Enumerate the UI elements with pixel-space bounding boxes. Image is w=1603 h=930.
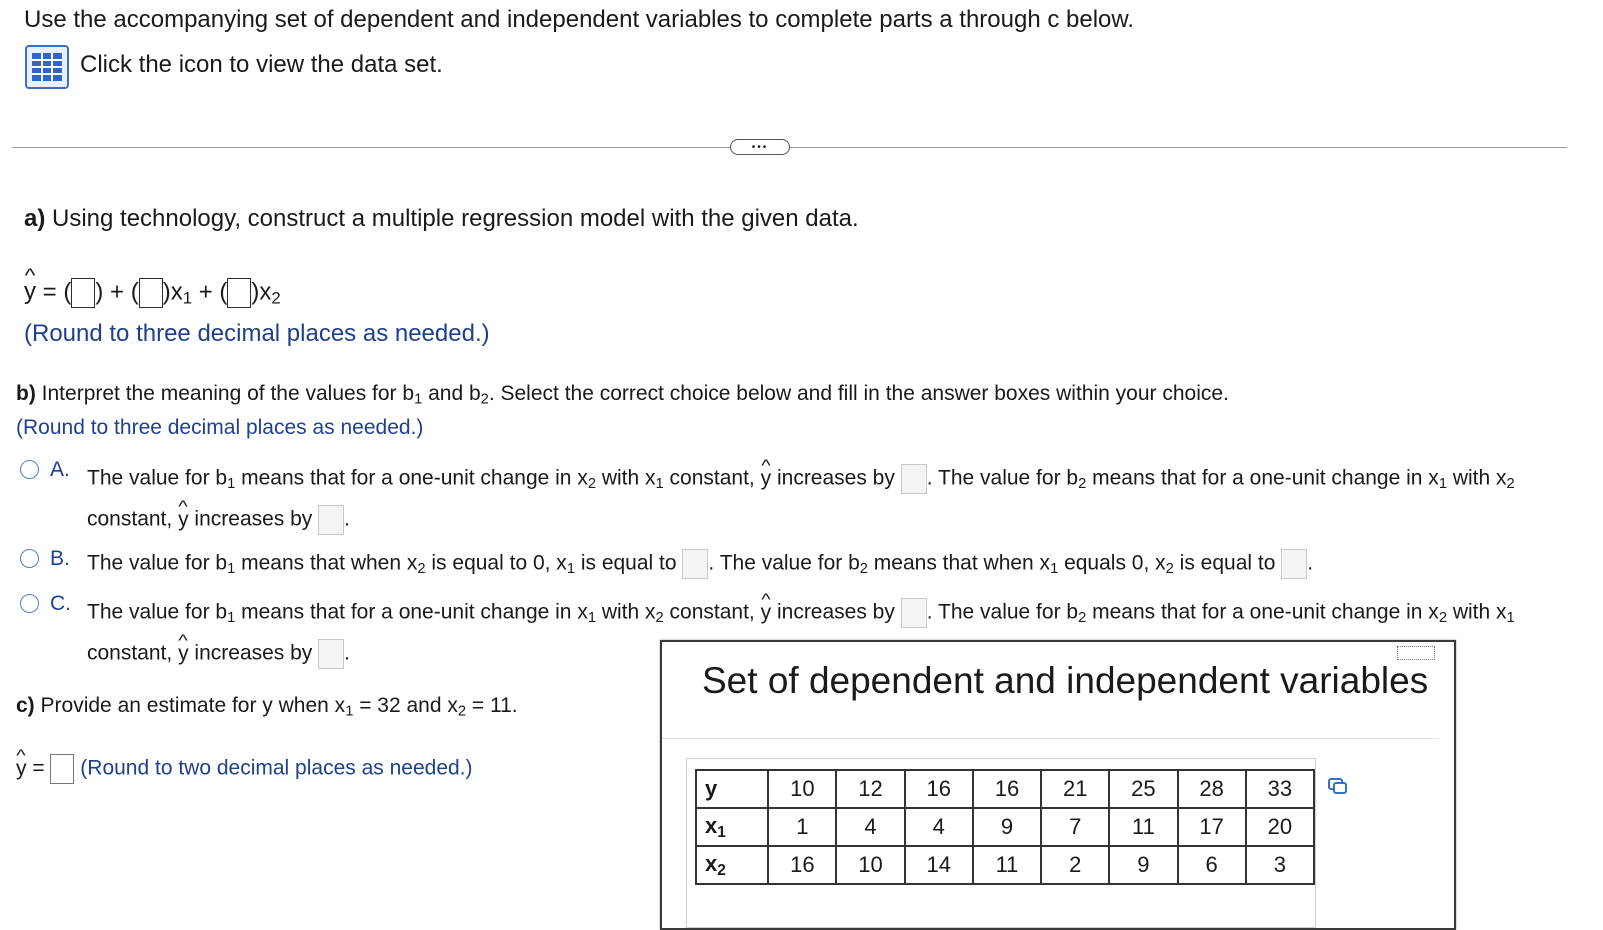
x1-subscript: 1 — [182, 288, 193, 308]
option-c-b1-input[interactable] — [901, 598, 927, 628]
option-text: increases by — [194, 507, 313, 531]
option-b-letter: B. — [50, 547, 70, 570]
part-b-text: Interpret the meaning of the values for b — [41, 382, 415, 405]
option-b-b2-input[interactable] — [1281, 549, 1307, 579]
option-text: The value for b — [87, 600, 228, 624]
option-text: is equal to — [580, 551, 677, 575]
b1-coefficient-input[interactable] — [139, 278, 163, 308]
y-hat: ^ y — [178, 508, 189, 532]
option-b-b1-input[interactable] — [682, 549, 708, 579]
option-text: . — [344, 641, 350, 665]
x2-variable: x — [259, 278, 272, 306]
part-c-prompt: c) Provide an estimate for y when $x_1 = 32$ and $x_2 = 11$. — [16, 694, 518, 720]
table-cell: 33 — [1246, 770, 1314, 808]
icon-prompt-text: Click the icon to view the data set. — [80, 51, 443, 78]
part-b-round-note: (Round to three decimal places as needed.) — [16, 416, 424, 439]
option-a-b2-input[interactable] — [318, 505, 344, 535]
row-label: $x_1$ — [696, 808, 768, 846]
option-b-radio[interactable] — [20, 549, 39, 568]
option-text: is equal to 0, x — [431, 551, 567, 575]
option-text: with x — [1452, 600, 1507, 624]
option-c-letter: C. — [50, 592, 71, 615]
copy-icon[interactable] — [1328, 777, 1348, 795]
option-text: increases by — [776, 600, 895, 624]
table-cell: 21 — [1041, 770, 1109, 808]
table-cell: 1 — [768, 808, 836, 846]
option-b-line1: The value for $b_1$ means that when $x_2$ is equal to 0, $x_1$ is equal to . The value for $b_2$ means that when $x_1$ equals 0, $x_2$ is equal to . — [87, 549, 1313, 579]
option-text: . — [1307, 551, 1314, 575]
table-cell: 16 — [905, 770, 973, 808]
option-text: . — [344, 507, 350, 531]
part-c-text: = 32 and x — [359, 694, 458, 717]
table-cell: 9 — [973, 808, 1041, 846]
expand-divider-button[interactable]: ••• — [730, 139, 790, 155]
y-hat: ^ y — [16, 757, 27, 781]
x1-variable: x — [170, 278, 183, 306]
equals-sign: = — [42, 278, 57, 306]
part-a-round-note: (Round to three decimal places as needed.) — [24, 320, 490, 347]
intercept-input[interactable] — [71, 278, 95, 308]
option-text: The value for b — [87, 466, 228, 490]
popup-title: Set of dependent and independent variables — [702, 660, 1429, 701]
instruction-text: Use the accompanying set of dependent and independent variables to complete parts a through c below. — [24, 6, 1135, 33]
plus-sign: + — [110, 278, 125, 306]
table-cell: 20 — [1246, 808, 1314, 846]
option-text: means that for a one-unit change in x — [1092, 600, 1439, 624]
part-b-text: and b — [428, 382, 481, 405]
regression-equation: ^ y = ( ) + ( )$x_1$ + ( )$x_2$ — [24, 278, 281, 309]
table-cell: 4 — [836, 808, 904, 846]
plus-sign: + — [198, 278, 213, 306]
x2-subscript: 2 — [271, 288, 281, 308]
row-label: y — [696, 770, 768, 808]
table-row — [696, 846, 1314, 884]
option-text: equals 0, x — [1064, 551, 1166, 575]
popup-resize-handle[interactable] — [1397, 646, 1435, 660]
table-cell: 2 — [1041, 846, 1109, 884]
option-c-b2-input[interactable] — [318, 639, 344, 669]
part-a-label: a) — [24, 205, 46, 232]
table-cell: 7 — [1041, 808, 1109, 846]
data-table — [695, 769, 1315, 885]
table-cell: 14 — [905, 846, 973, 884]
table-row — [696, 808, 1314, 846]
table-cell: 11 — [973, 846, 1041, 884]
option-text: . The value for b — [926, 600, 1079, 624]
option-text: with x — [601, 600, 656, 624]
option-text: constant, — [87, 641, 173, 665]
table-cell: 6 — [1178, 846, 1246, 884]
table-cell: 16 — [768, 846, 836, 884]
row-label-subscript: 2 — [717, 861, 726, 879]
part-b-text: . Select the correct choice below and fill in the answer boxes within your choice. — [488, 382, 1229, 405]
option-text: means that for a one-unit change in x — [1092, 466, 1439, 490]
option-text: . The value for b — [926, 466, 1079, 490]
table-cell: 4 — [905, 808, 973, 846]
b2-subscript: 2 — [480, 391, 489, 408]
y-hat: ^ y — [761, 601, 772, 625]
data-table-frame — [686, 758, 1316, 928]
part-c-answer-row: ^ y = (Round to two decimal places as needed.) — [16, 754, 473, 784]
option-a-letter: A. — [50, 458, 70, 481]
part-c-label: c) — [16, 694, 35, 717]
option-text: constant, — [87, 507, 173, 531]
option-c-line2 — [87, 639, 350, 669]
part-a-text: Using technology, construct a multiple regression model with the given data. — [52, 205, 859, 232]
option-a-line2 — [87, 505, 350, 535]
table-cell: 12 — [836, 770, 904, 808]
option-text: means that when x — [873, 551, 1051, 575]
table-cell: 9 — [1109, 846, 1177, 884]
option-text: with x — [1452, 466, 1507, 490]
table-cell: 28 — [1178, 770, 1246, 808]
option-text: with x — [601, 466, 656, 490]
option-a-radio[interactable] — [20, 460, 39, 479]
data-set-popup[interactable] — [660, 640, 1456, 930]
table-cell: 17 — [1178, 808, 1246, 846]
option-text: means that for a one-unit change in x — [241, 600, 588, 624]
option-text: means that for a one-unit change in x — [241, 466, 588, 490]
option-text: constant, — [669, 600, 755, 624]
table-cell: 3 — [1246, 846, 1314, 884]
table-grid-icon[interactable] — [25, 45, 69, 89]
row-label-subscript: 1 — [717, 823, 726, 841]
table-cell: 16 — [973, 770, 1041, 808]
part-c-round-note: (Round to two decimal places as needed.) — [80, 756, 473, 780]
option-a-b1-input[interactable] — [901, 464, 927, 494]
table-cell: 11 — [1109, 808, 1177, 846]
option-c-line1: The value for $b_1$ means that for a one-unit change in $x_1$ with $x_2$ constant, ^ y increases by . The value for $b_2$ means that for a one-unit change in $x_2$ with $x_1$ — [87, 598, 1515, 628]
option-text: The value for b — [87, 551, 228, 575]
part-c-text: Provide an estimate for y when x — [40, 694, 346, 717]
table-cell: 25 — [1109, 770, 1177, 808]
table-cell: 10 — [836, 846, 904, 884]
part-b-label: b) — [16, 382, 36, 405]
table-row — [696, 770, 1314, 808]
part-c-text: = 11. — [471, 694, 518, 717]
option-text: is equal to — [1179, 551, 1276, 575]
popup-title-divider — [662, 738, 1438, 739]
option-text: constant, — [669, 466, 755, 490]
y-hat: ^ y — [24, 278, 36, 306]
option-a-line1: The value for $b_1$ means that for a one-unit change in $x_2$ with $x_1$ constant, ^ y increases by . The value for $b_2$ means that for a one-unit change in $x_1$ with $x_2$ — [87, 464, 1515, 494]
option-text: . The value for b — [708, 551, 860, 575]
part-a-prompt — [24, 205, 859, 233]
b1-subscript: 1 — [414, 391, 423, 408]
y-hat: ^ y — [178, 642, 189, 666]
b2-coefficient-input[interactable] — [227, 278, 251, 308]
part-b-prompt — [16, 382, 1229, 408]
y-hat: ^ y — [761, 467, 772, 491]
option-c-radio[interactable] — [20, 594, 39, 613]
option-text: means that when x — [241, 551, 418, 575]
option-text: increases by — [776, 466, 895, 490]
y-estimate-input[interactable] — [50, 754, 74, 784]
row-label: $x_2$ — [696, 846, 768, 884]
option-text: increases by — [194, 641, 313, 665]
table-cell: 10 — [768, 770, 836, 808]
